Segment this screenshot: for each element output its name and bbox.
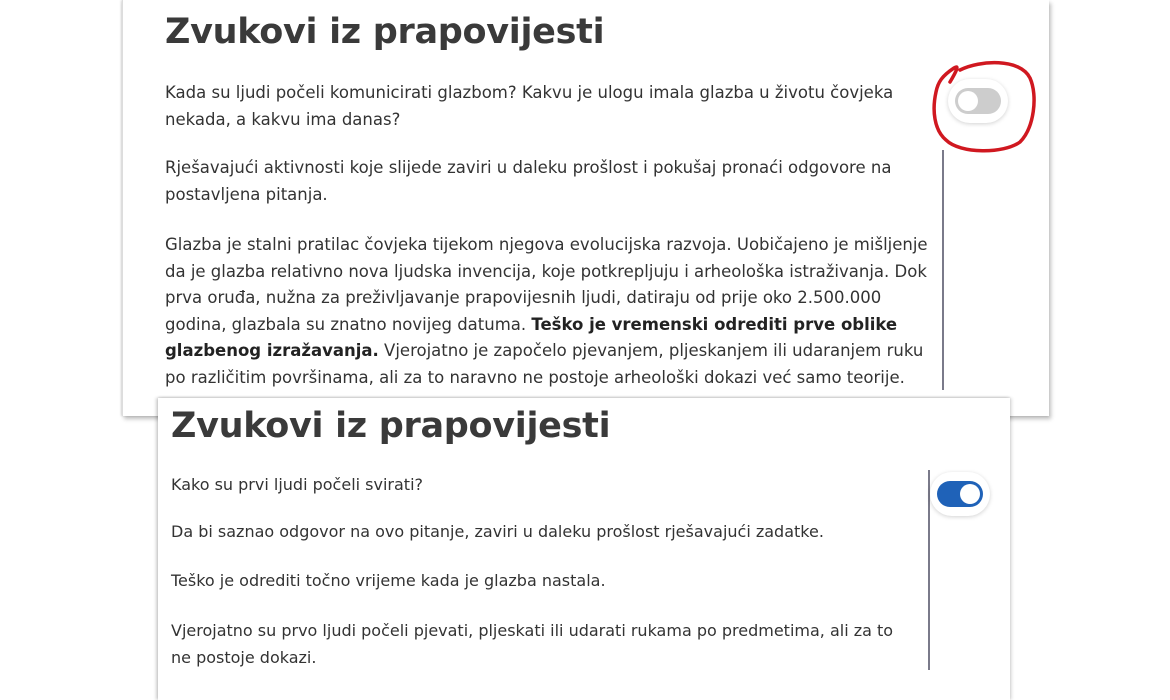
- instruction-paragraph: Rješavajući aktivnosti koje slijede zaviri u daleku prošlost i pokušaj pronaći odgovore na postavljena pitanja.: [165, 158, 892, 204]
- conclusion-paragraph: Vjerojatno su prvo ljudi počeli pjevati, pljeskati ili udarati rukama po predmetima, ali za to ne postoje dokazi.: [171, 621, 894, 667]
- instruction-paragraph-simplified: Da bi saznao odgovor na ovo pitanje, zaviri u daleku prošlost rješavajući zadatke.: [171, 522, 824, 541]
- body-text-bold: Teško je vremenski odrediti prve oblike glazbenog izražavanja.: [165, 314, 898, 360]
- page-title-simplified: Zvukovi iz prapovijesti: [171, 406, 611, 446]
- bottom-card: [158, 398, 1010, 700]
- question-paragraph: Kako su prvi ljudi počeli svirati?: [171, 475, 424, 494]
- body-paragraph-simplified: Teško je odrediti točno vrijeme kada je glazba nastala.: [171, 571, 606, 590]
- body-paragraph: [165, 232, 933, 391]
- annotation-circle-icon: [920, 58, 1038, 154]
- top-card: [122, 0, 1049, 416]
- toggle-knob: [960, 484, 980, 504]
- body-text-end: Vjerojatno je započelo pjevanjem, pljeskanjem ili udaranjem ruku po različitim površinama, ali za to naravno ne postoje arheološki dokazi već samo teorije.: [165, 341, 924, 387]
- body-text-start: Glazba je stalni pratilac čovjeka tijekom njegova evolucijska razvoja. Uobičajeno je mišljenje da je glazba relativno nova ljudska invencija, koje potkrepljuju i arheološka istraživanja. Dok prva oruđa, nužna za preživljavanje prapovijesnih ljudi, datiraju od prije oko 2.500.000 godina, glazbala su znatno novijeg datuma.: [165, 235, 928, 334]
- intro-paragraph: Kada su ljudi počeli komunicirati glazbom? Kakvu je ulogu imala glazba u životu čovjeka nekada, a kakvu ima danas?: [165, 83, 894, 129]
- simplify-toggle[interactable]: [930, 472, 990, 516]
- divider-line: [942, 150, 944, 390]
- divider-line: [928, 470, 930, 670]
- toggle-switch-on[interactable]: [937, 481, 983, 507]
- page-title: Zvukovi iz prapovijesti: [165, 12, 605, 52]
